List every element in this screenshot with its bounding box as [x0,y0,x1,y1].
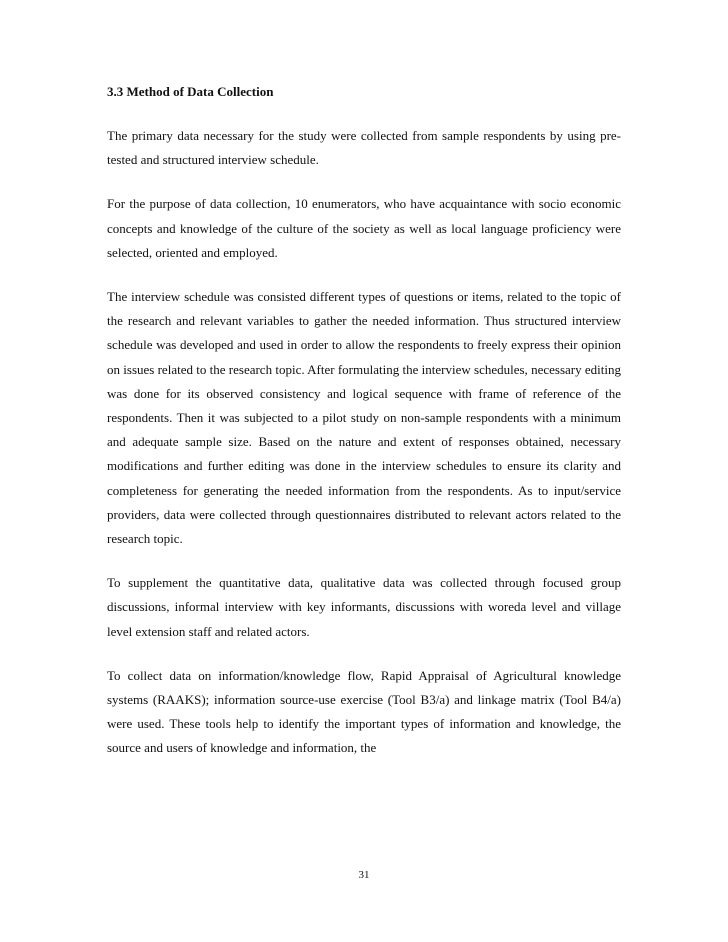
page-number: 31 [358,869,370,881]
section-heading: 3.3 Method of Data Collection [107,84,274,99]
paragraph-qualitative-data: To supplement the quantitative data, qualitative data was collected through focused group discussions, informal interview with key informants, discussions with woreda level and village level extension staff and related actors. [107,575,621,639]
paragraph-primary-data: The primary data necessary for the study were collected from sample respondents by using pre-tested and structured interview schedule. [107,128,621,168]
paragraph-knowledge-flow: To collect data on information/knowledge flow, Rapid Appraisal of Agricultural knowledge systems (RAAKS); information source-use exercise (Tool B3/a) and linkage matrix (Tool B4/a) were used. These tools help to identify the important types of information and knowledge, the source and users of knowledge and information, the [107,667,621,756]
document-page [107,80,621,781]
paragraph-enumerators: For the purpose of data collection, 10 enumerators, who have acquaintance with socio economic concepts and knowledge of the culture of the society as well as local language proficiency were selected, oriented and employed. [107,196,621,260]
paragraph-interview-schedule: The interview schedule was consisted different types of questions or items, related to the topic of the research and relevant variables to gather the needed information. Thus structured interview schedule was developed and used in order to allow the respondents to freely express their opinion on issues related to the research topic. After formulating the interview schedules, necessary editing was done for its observed consistency and logical sequence with frame of reference of the respondents. Then it was subjected to a pilot study on non-sample respondents with a minimum and adequate sample size. Based on the nature and extent of responses obtained, necessary modifications and further editing was done in the interview schedules to ensure its clarity and completeness for generating the needed information from the respondents. As to input/service providers, data were collected through questionnaires distributed to relevant actors related to the research topic. [107,289,621,547]
